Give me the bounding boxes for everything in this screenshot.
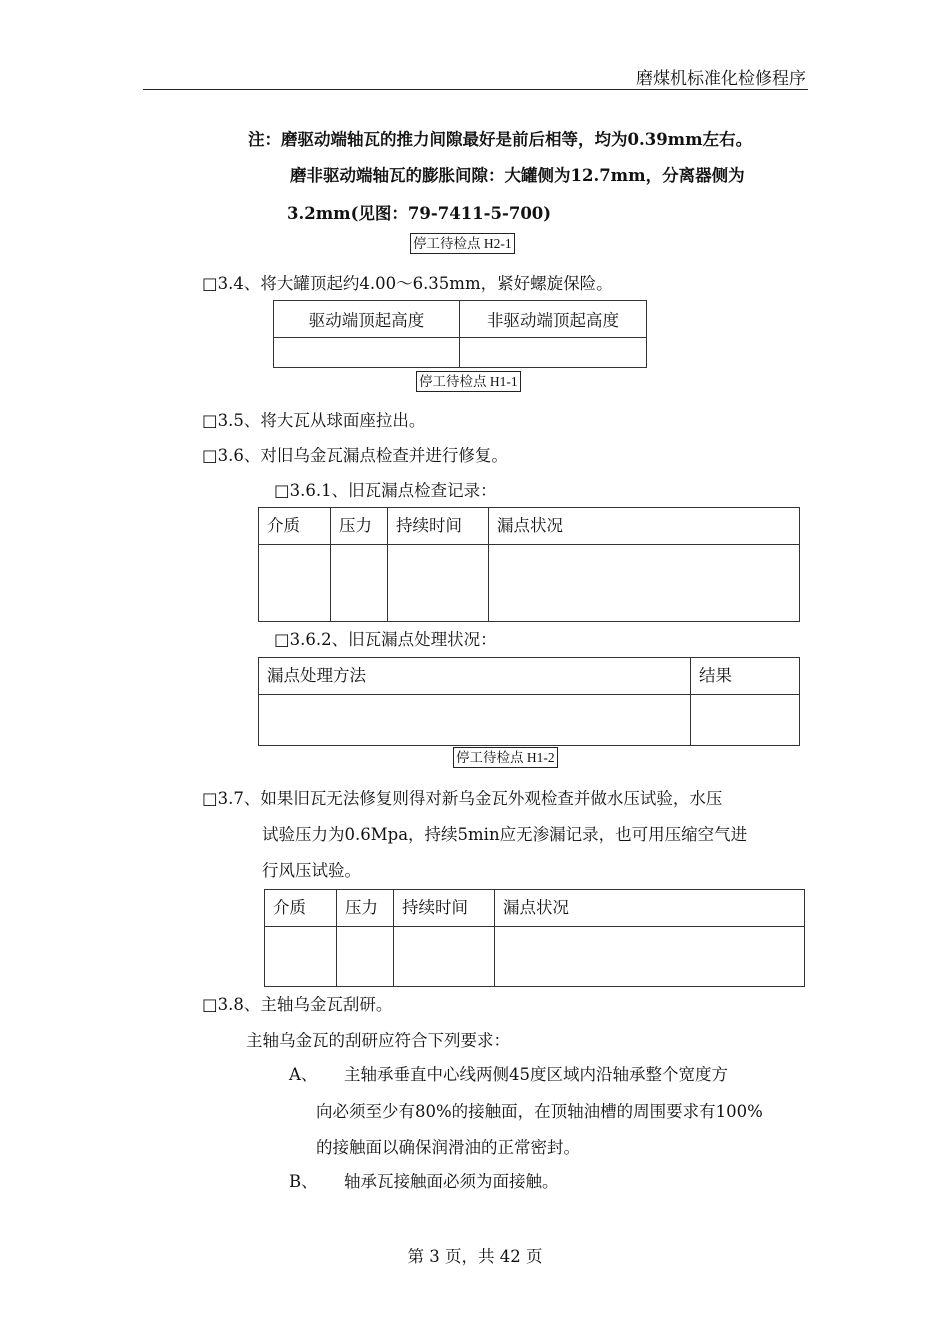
table-header-cell: 持续时间 <box>388 508 489 545</box>
table-input-cell[interactable] <box>259 695 691 746</box>
step-3-7-line-2: 试验压力为0.6Mpa，持续5min应无渗漏记录，也可用压缩空气进 <box>262 825 748 844</box>
table-input-cell[interactable] <box>274 338 460 368</box>
page-header-title: 磨煤机标准化检修程序 <box>636 69 806 89</box>
note-line-1: 注：磨驱动端轴瓦的推力间隙最好是前后相等，均为0.39mm左右。 <box>248 130 753 149</box>
table-header-cell: 驱动端顶起高度 <box>274 301 460 338</box>
table-header-cell: 结果 <box>691 658 800 695</box>
table-header-cell: 介质 <box>259 508 331 545</box>
header-divider <box>143 89 808 90</box>
table-input-cell[interactable] <box>265 927 337 987</box>
step-3-7-line-1: □3.7、如果旧瓦无法修复则得对新乌金瓦外观检查并做水压试验，水压 <box>202 789 723 808</box>
table-header-cell: 漏点状况 <box>495 890 805 927</box>
table-input-cell[interactable] <box>337 927 394 987</box>
step-3-8-intro: 主轴乌金瓦的刮研应符合下列要求： <box>246 1031 510 1050</box>
hold-point-stamp-h1-2: 停工待检点 H1-2 <box>453 747 558 768</box>
item-a-label: A、 <box>289 1065 318 1084</box>
new-bearing-test-table <box>264 889 805 987</box>
leak-check-table <box>258 507 800 622</box>
item-a-line-1: 主轴承垂直中心线两侧45度区域内沿轴承整个宽度方 <box>344 1065 728 1084</box>
note-line-2: 磨非驱动端轴瓦的膨胀间隙：大罐侧为12.7mm，分离器侧为 <box>290 166 745 185</box>
table-header-cell: 压力 <box>337 890 394 927</box>
step-3-6: □3.6、对旧乌金瓦漏点检查并进行修复。 <box>202 446 508 465</box>
table-input-cell[interactable] <box>259 545 331 622</box>
step-3-6-2: □3.6.2、旧瓦漏点处理状况： <box>274 630 497 649</box>
table-input-cell[interactable] <box>331 545 388 622</box>
page-footer-number: 第 3 页，共 42 页 <box>407 1247 543 1266</box>
table-input-cell[interactable] <box>489 545 800 622</box>
step-3-8: □3.8、主轴乌金瓦刮研。 <box>202 995 393 1014</box>
item-b-text: 轴承瓦接触面必须为面接触。 <box>344 1172 559 1191</box>
item-a-line-2: 向必须至少有80%的接触面，在顶轴油槽的周围要求有100% <box>316 1102 763 1121</box>
step-3-4: □3.4、将大罐顶起约4.00～6.35mm，紧好螺旋保险。 <box>202 274 613 293</box>
table-header-cell: 漏点处理方法 <box>259 658 691 695</box>
step-3-6-1: □3.6.1、旧瓦漏点检查记录： <box>274 481 497 500</box>
table-input-cell[interactable] <box>495 927 805 987</box>
table-header-cell: 压力 <box>331 508 388 545</box>
table-header-cell: 持续时间 <box>394 890 495 927</box>
table-input-cell[interactable] <box>394 927 495 987</box>
table-input-cell[interactable] <box>388 545 489 622</box>
table-input-cell[interactable] <box>460 338 647 368</box>
leak-fix-table <box>258 657 800 746</box>
note-line-3: 3.2mm(见图：79-7411-5-700) <box>287 204 552 223</box>
table-input-cell[interactable] <box>691 695 800 746</box>
item-b-label: B、 <box>289 1172 318 1191</box>
table-header-cell: 介质 <box>265 890 337 927</box>
hold-point-stamp-h1-1: 停工待检点 H1-1 <box>416 371 521 392</box>
hold-point-stamp-h2-1: 停工待检点 H2-1 <box>410 233 515 254</box>
table-header-cell: 漏点状况 <box>489 508 800 545</box>
lift-height-table <box>273 300 647 368</box>
table-header-cell: 非驱动端顶起高度 <box>460 301 647 338</box>
step-3-7-line-3: 行风压试验。 <box>262 861 361 880</box>
item-a-line-3: 的接触面以确保润滑油的正常密封。 <box>316 1138 580 1157</box>
step-3-5: □3.5、将大瓦从球面座拉出。 <box>202 411 426 430</box>
